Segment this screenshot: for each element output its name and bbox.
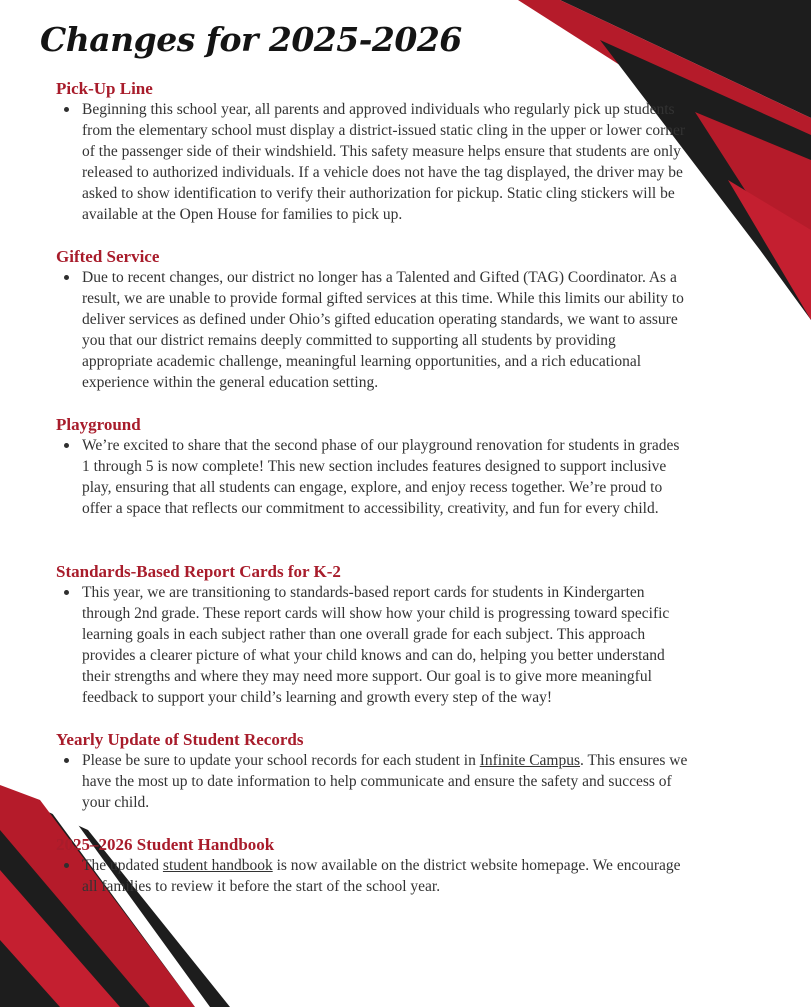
page-title: Changes for 2025-2026 <box>40 20 462 59</box>
bullet-icon <box>64 590 69 595</box>
bullet-icon <box>64 863 69 868</box>
section-pickup-line <box>56 78 688 225</box>
text-after-link: . This ensures we have the most up to date information to help communicate and ensure the safety and success of your child. <box>82 752 688 811</box>
section-gifted-service <box>56 246 688 393</box>
section-text <box>82 750 688 813</box>
text-before-link: Please be sure to update your school records for each student in <box>82 752 480 769</box>
section-heading: Pick-Up Line <box>56 79 153 98</box>
section-heading: Yearly Update of Student Records <box>56 730 304 749</box>
list-item <box>56 855 688 897</box>
section-heading: Gifted Service <box>56 247 160 266</box>
section-student-handbook <box>56 834 688 897</box>
student-handbook-link[interactable]: student handbook <box>162 857 273 874</box>
section-text <box>82 855 688 897</box>
section-text: Beginning this school year, all parents and approved individuals who regularly pick up students from the elementary school must display a district-issued static cling in the upper or lower corner of the passenger side of their windshield. This safety measure helps ensure that students are only released to authorized individuals. If a vehicle does not have the tag displayed, the driver may be asked to show identification to verify their authorization for pickup. Static cling stickers will be available at the Open House for families to pick up. <box>82 101 686 223</box>
list-item <box>56 267 688 393</box>
section-playground <box>56 414 688 519</box>
section-heading: Standards-Based Report Cards for K-2 <box>56 562 341 581</box>
list-item <box>56 99 688 225</box>
list-item <box>56 750 688 813</box>
bullet-icon <box>64 443 69 448</box>
section-heading: Playground <box>56 415 141 434</box>
section-heading: 2025–2026 Student Handbook <box>56 835 275 854</box>
section-text: We’re excited to share that the second phase of our playground renovation for students in grades 1 through 5 is now complete! This new section includes features designed to support inclusive play, ensuring that all students can engage, explore, and enjoy recess together. We’re proud to offer a space that reflects our commitment to accessibility, creativity, and fun for every child. <box>82 437 680 517</box>
section-student-records <box>56 729 688 813</box>
bullet-icon <box>64 107 69 112</box>
bullet-icon <box>64 758 69 763</box>
section-text: This year, we are transitioning to standards-based report cards for students in Kindergarten through 2nd grade. These report cards will show how your child is progressing toward specific learning goals in each subject rather than one overall grade for each subject. This approach provides a clearer picture of what your child knows and can do, helping you better understand their strengths and where they may need more support. Our goal is to give more meaningful feedback to support your child’s learning and growth every step of the way! <box>82 584 670 706</box>
bullet-icon <box>64 275 69 280</box>
list-item <box>56 582 688 708</box>
infinite-campus-link[interactable]: Infinite Campus <box>479 752 581 769</box>
section-report-cards <box>56 561 688 708</box>
text-before-link: The updated <box>82 857 163 874</box>
text-after-link: is now available on the district website homepage. We encourage all families to review it before the start of the school year. <box>82 857 681 895</box>
section-text: Due to recent changes, our district no longer has a Talented and Gifted (TAG) Coordinator. As a result, we are unable to provide formal gifted services at this time. While this limits our ability to deliver services as defined under Ohio’s gifted education operating standards, we want to assure you that our district remains deeply committed to supporting all students by providing appropriate academic challenge, meaningful learning opportunities, and a rich educational experience within the general education setting. <box>82 269 684 391</box>
list-item <box>56 435 688 519</box>
